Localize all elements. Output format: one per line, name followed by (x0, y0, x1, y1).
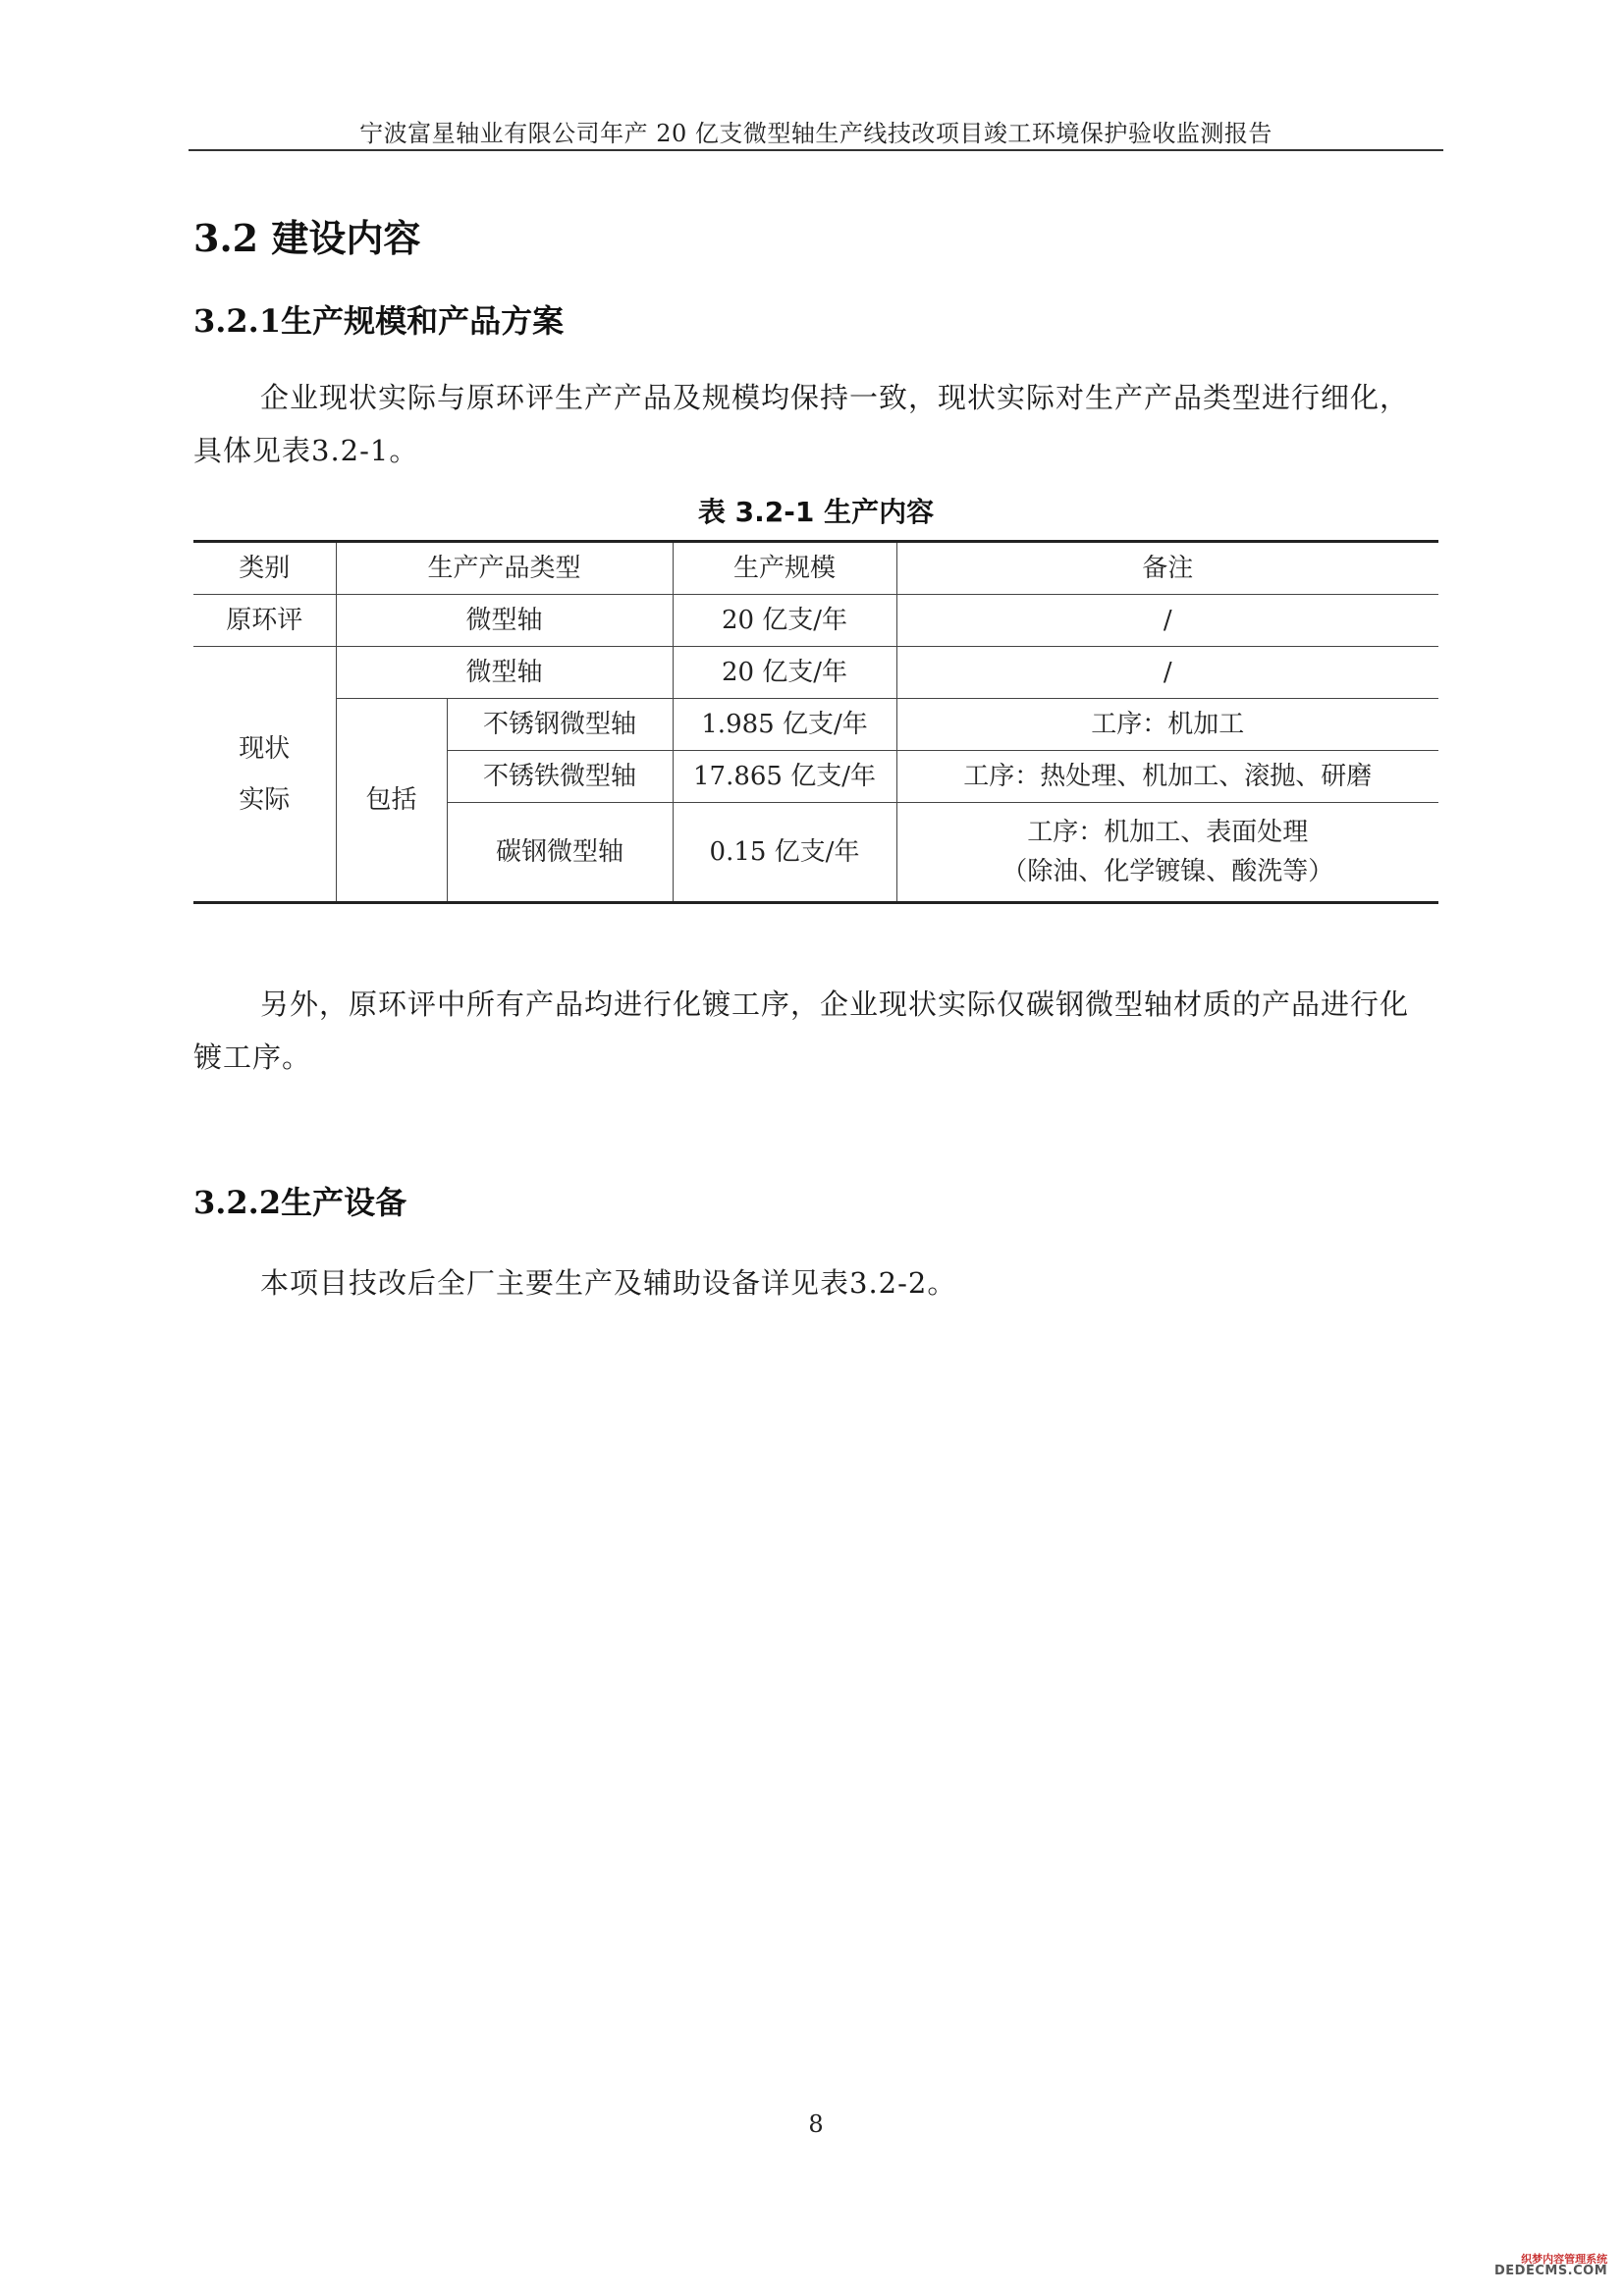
cell-sub-product: 碳钢微型轴 (447, 803, 673, 903)
cell-sub-product: 不锈钢微型轴 (447, 699, 673, 751)
cell-product-original: 微型轴 (336, 595, 673, 647)
subsection-heading-3-2-1: 3.2.1生产规模和产品方案 (193, 302, 565, 340)
paragraph-intro: 企业现状实际与原环评生产产品及规模均保持一致，现状实际对生产产品类型进行细化，具体见表3.2-1。 (193, 381, 1410, 467)
subsection-heading-3-2-2: 3.2.2生产设备 (193, 1184, 407, 1221)
table-row-actual-total (193, 647, 1438, 699)
table-caption: 表 3.2-1 生产内容 (697, 496, 935, 528)
table-header-row (193, 542, 1438, 595)
category-actual-line2: 实际 (239, 784, 291, 815)
running-header-title: 宁波富星轴业有限公司年产 20 亿支微型轴生产线技改项目竣工环境保护验收监测报告 (359, 120, 1272, 147)
production-content-table (193, 540, 1438, 904)
cell-sub-remark: 工序：热处理、机加工、滚抛、研磨 (896, 751, 1438, 803)
header-category: 类别 (193, 542, 336, 595)
cell-sub-remark: 工序：机加工 (896, 699, 1438, 751)
cell-product-actual: 微型轴 (336, 647, 673, 699)
paragraph-equipment: 本项目技改后全厂主要生产及辅助设备详见表3.2-2。 (260, 1266, 957, 1300)
page-number: 8 (808, 2110, 824, 2138)
cell-sub-remark-multiline (896, 803, 1438, 903)
section-heading-3-2: 3.2 建设内容 (193, 216, 421, 260)
cell-remark-original: / (896, 595, 1438, 647)
cell-sub-scale: 1.985 亿支/年 (673, 699, 896, 751)
watermark-cn: 织梦内容管理系统 (1521, 2253, 1608, 2266)
cell-sub-scale: 17.865 亿支/年 (673, 751, 896, 803)
cell-category-original: 原环评 (193, 595, 336, 647)
cell-includes-label: 包括 (336, 699, 447, 903)
sub-remark-line2: （除油、化学镀镍、酸洗等） (1001, 857, 1334, 886)
cell-category-actual (193, 647, 336, 903)
cell-remark-actual: / (896, 647, 1438, 699)
sub-remark-line1: 工序：机加工、表面处理 (1027, 818, 1309, 847)
header-product-type: 生产产品类型 (336, 542, 673, 595)
category-actual-line1: 现状 (239, 733, 291, 764)
paragraph-plating-note: 另外，原环评中所有产品均进行化镀工序，企业现状实际仅碳钢微型轴材质的产品进行化镀工序。 (193, 988, 1410, 1074)
cell-sub-scale: 0.15 亿支/年 (673, 803, 896, 903)
header-remark: 备注 (896, 542, 1438, 595)
cell-sub-product: 不锈铁微型轴 (447, 751, 673, 803)
header-scale: 生产规模 (673, 542, 896, 595)
cell-scale-actual: 20 亿支/年 (673, 647, 896, 699)
table-row-sub (193, 699, 1438, 751)
table-row-original (193, 595, 1438, 647)
watermark-en: DEDECMS.COM (1494, 2264, 1608, 2278)
watermark-logo (1494, 2254, 1607, 2277)
cell-scale-original: 20 亿支/年 (673, 595, 896, 647)
header-rule (189, 149, 1443, 151)
